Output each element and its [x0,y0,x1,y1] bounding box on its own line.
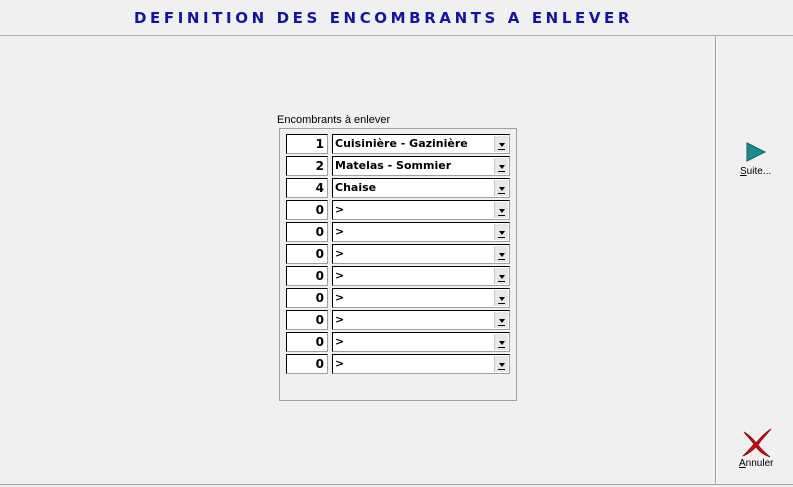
close-x-icon [740,428,772,458]
dropdown-underline-icon [498,347,505,348]
quantity-field[interactable]: 1 [286,134,328,154]
item-combobox[interactable] [332,200,510,220]
quantity-field[interactable]: 0 [286,310,328,330]
quantity-field[interactable]: 0 [286,354,328,374]
dropdown-underline-icon [498,259,505,260]
dropdown-underline-icon [498,303,505,304]
quantity-field[interactable]: 0 [286,222,328,242]
chevron-down-icon [499,363,505,367]
dropdown-button[interactable] [494,356,508,372]
dropdown-button[interactable] [494,180,508,196]
item-combobox[interactable] [332,288,510,308]
item-combobox-value: > [335,247,345,260]
chevron-down-icon [499,143,505,147]
dropdown-underline-icon [498,325,505,326]
item-combobox-value: > [335,225,345,238]
dropdown-button[interactable] [494,224,508,240]
quantity-field[interactable]: 2 [286,156,328,176]
annuler-label-rest: nnuler [745,458,774,469]
dropdown-underline-icon [498,171,505,172]
item-combobox[interactable] [332,310,510,330]
item-combobox[interactable] [332,222,510,242]
item-combobox-value: > [335,335,345,348]
item-combobox-value: > [335,203,345,216]
chevron-down-icon [499,297,505,301]
suite-button[interactable] [740,142,771,177]
chevron-down-icon [499,187,505,191]
item-combobox[interactable] [332,266,510,286]
chevron-down-icon [499,341,505,345]
annuler-button[interactable] [739,428,773,469]
quantity-field[interactable]: 0 [286,332,328,352]
dropdown-underline-icon [498,215,505,216]
item-combobox-value: Chaise [335,181,377,194]
item-combobox-value: Cuisinière - Gazinière [335,137,468,150]
dropdown-button[interactable] [494,136,508,152]
chevron-down-icon [499,253,505,257]
item-combobox-value: > [335,357,345,370]
item-combobox[interactable] [332,354,510,374]
quantity-field[interactable]: 0 [286,288,328,308]
chevron-down-icon [499,165,505,169]
group-label: Encombrants à enlever [277,114,391,126]
item-combobox-value: > [335,269,345,282]
quantity-field[interactable]: 0 [286,200,328,220]
item-combobox-value: > [335,291,345,304]
dropdown-button[interactable] [494,246,508,262]
dropdown-button[interactable] [494,158,508,174]
title-bar [0,0,793,36]
quantity-field[interactable]: 0 [286,266,328,286]
item-combobox[interactable] [332,134,510,154]
item-combobox[interactable] [332,156,510,176]
dropdown-underline-icon [498,193,505,194]
play-arrow-icon [745,142,767,162]
dropdown-button[interactable] [494,290,508,306]
item-combobox-value: > [335,313,345,326]
dropdown-button[interactable] [494,268,508,284]
page-title: DEFINITION DES ENCOMBRANTS A ENLEVER [133,8,634,27]
dropdown-underline-icon [498,149,505,150]
dropdown-button[interactable] [494,312,508,328]
suite-label [740,166,771,177]
chevron-down-icon [499,319,505,323]
suite-label-hotkey: S [740,166,747,177]
chevron-down-icon [499,209,505,213]
item-combobox[interactable] [332,332,510,352]
annuler-label [739,458,773,469]
item-combobox[interactable] [332,178,510,198]
dropdown-button[interactable] [494,334,508,350]
quantity-field[interactable]: 4 [286,178,328,198]
item-combobox-value: Matelas - Sommier [335,159,452,172]
dropdown-underline-icon [498,237,505,238]
chevron-down-icon [499,231,505,235]
chevron-down-icon [499,275,505,279]
dropdown-button[interactable] [494,202,508,218]
item-combobox[interactable] [332,244,510,264]
suite-label-rest: uite... [746,166,772,177]
annuler-label-hotkey: A [739,458,746,469]
dropdown-underline-icon [498,369,505,370]
dropdown-underline-icon [498,281,505,282]
side-panel-divider [715,36,717,484]
quantity-field[interactable]: 0 [286,244,328,264]
